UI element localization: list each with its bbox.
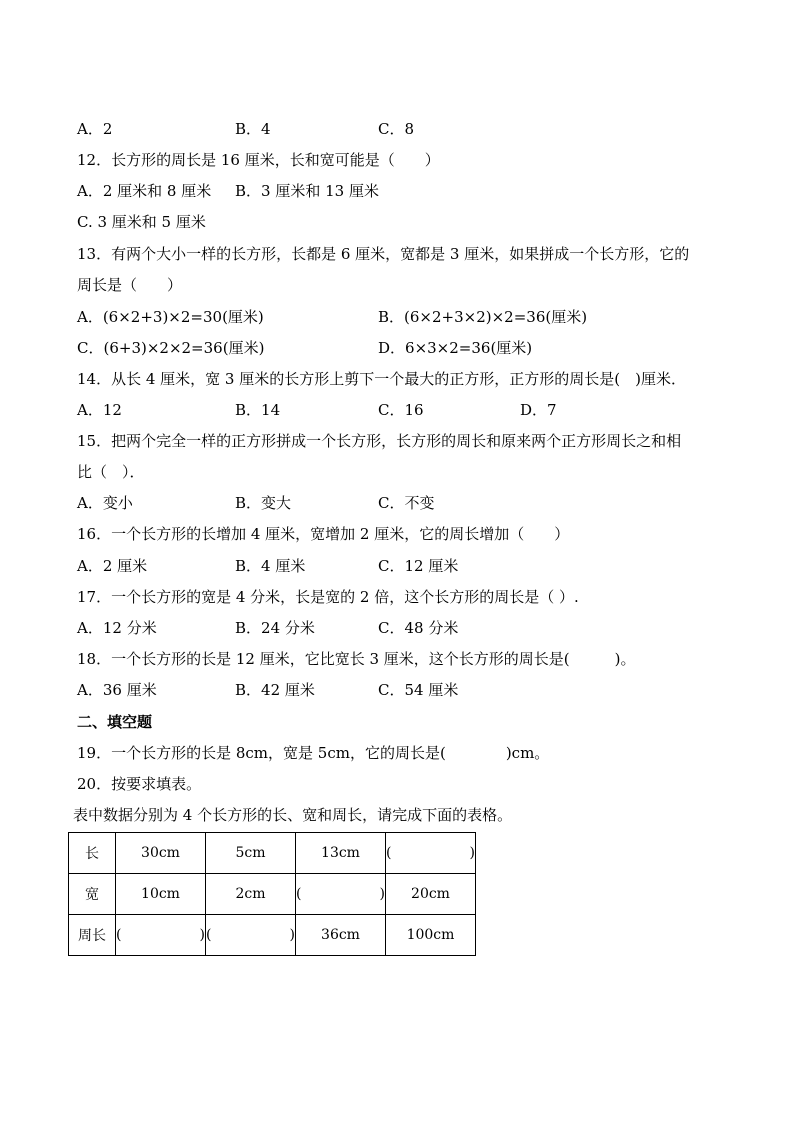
table-cell: 36cm (296, 915, 386, 956)
perimeter-table (68, 832, 476, 956)
q16-option-b: B．4 厘米 (235, 557, 306, 575)
q20-stem: 20．按要求填表。 (77, 775, 202, 793)
q18-option-b: B．42 厘米 (235, 681, 315, 699)
q17-option-c: C．48 分米 (378, 619, 459, 637)
table-cell: 5cm (206, 833, 296, 874)
table-cell: 13cm (296, 833, 386, 874)
q17-option-a: A．12 分米 (77, 619, 157, 637)
table-cell: 10cm (116, 874, 206, 915)
table-cell: 100cm (386, 915, 476, 956)
q13-stem-line2: 周长是（ ） (77, 276, 183, 294)
section-title: 二、填空题 (77, 713, 153, 731)
q20-desc: 表中数据分别为 4 个长方形的长、宽和周长，请完成下面的表格。 (73, 806, 513, 824)
q15-option-a: A．变小 (77, 494, 133, 512)
q19-stem: 19．一个长方形的长是 8cm，宽是 5cm，它的周长是( )cm。 (77, 744, 550, 762)
blank-close-paren: ) (469, 845, 475, 861)
q15-stem-line2: 比（ ）． (77, 463, 145, 481)
q12-option-b: B．3 厘米和 13 厘米 (235, 182, 379, 200)
answer-blank[interactable] (206, 915, 296, 956)
row-label: 长 (69, 833, 116, 874)
answer-blank[interactable] (296, 874, 386, 915)
row-label: 周长 (69, 915, 116, 956)
q18-option-a: A．36 厘米 (77, 681, 157, 699)
table-cell: 20cm (386, 874, 476, 915)
blank-open-paren: ( (386, 845, 392, 861)
blank-close-paren: ) (379, 886, 385, 902)
q14-option-d: D．7 (520, 401, 557, 419)
q16-option-c: C．12 厘米 (378, 557, 459, 575)
q16-option-a: A．2 厘米 (77, 557, 148, 575)
q13-stem-line1: 13．有两个大小一样的长方形，长都是 6 厘米，宽都是 3 厘米，如果拼成一个长方形，它的 (77, 245, 690, 263)
blank-open-paren: ( (206, 927, 212, 943)
answer-blank[interactable] (386, 833, 476, 874)
q14-option-a: A．12 (77, 401, 122, 419)
row-label: 宽 (69, 874, 116, 915)
q12-option-a: A．2 厘米和 8 厘米 (77, 182, 212, 200)
q14-stem: 14．从长 4 厘米，宽 3 厘米的长方形上剪下一个最大的正方形，正方形的周长是( )厘米． (77, 370, 686, 388)
q11-option-c: C．8 (378, 120, 415, 138)
q18-option-c: C．54 厘米 (378, 681, 459, 699)
blank-open-paren: ( (116, 927, 122, 943)
q15-option-b: B．变大 (235, 494, 292, 512)
q12-stem: 12．长方形的周长是 16 厘米，长和宽可能是（ ） (77, 151, 440, 169)
blank-close-paren: ) (289, 927, 295, 943)
table-row (69, 915, 476, 956)
q13-option-a: A．(6×2+3)×2=30(厘米) (77, 308, 264, 326)
q15-stem-line1: 15．把两个完全一样的正方形拼成一个长方形，长方形的周长和原来两个正方形周长之和相 (77, 432, 682, 450)
answer-blank[interactable] (116, 915, 206, 956)
blank-open-paren: ( (296, 886, 302, 902)
q18-stem: 18．一个长方形的长是 12 厘米，它比宽长 3 厘米，这个长方形的周长是( )。 (77, 650, 636, 668)
table-row (69, 874, 476, 915)
q13-option-b: B．(6×2+3×2)×2=36(厘米) (378, 308, 588, 326)
q12-option-c: C. 3 厘米和 5 厘米 (77, 213, 206, 231)
q15-option-c: C．不变 (378, 494, 435, 512)
q11-option-a: A．2 (77, 120, 113, 138)
table-cell: 30cm (116, 833, 206, 874)
table-row (69, 833, 476, 874)
q17-option-b: B．24 分米 (235, 619, 315, 637)
q14-option-b: B．14 (235, 401, 281, 419)
table-cell: 2cm (206, 874, 296, 915)
q16-stem: 16．一个长方形的长增加 4 厘米，宽增加 2 厘米，它的周长增加（ ） (77, 525, 570, 543)
q13-option-d: D．6×3×2=36(厘米) (378, 339, 533, 357)
q13-option-c: C．(6+3)×2×2=36(厘米) (77, 339, 265, 357)
q17-stem: 17．一个长方形的宽是 4 分米，长是宽的 2 倍，这个长方形的周长是（ ）. (77, 588, 579, 606)
q11-option-b: B．4 (235, 120, 271, 138)
blank-close-paren: ) (199, 927, 205, 943)
q14-option-c: C．16 (378, 401, 424, 419)
